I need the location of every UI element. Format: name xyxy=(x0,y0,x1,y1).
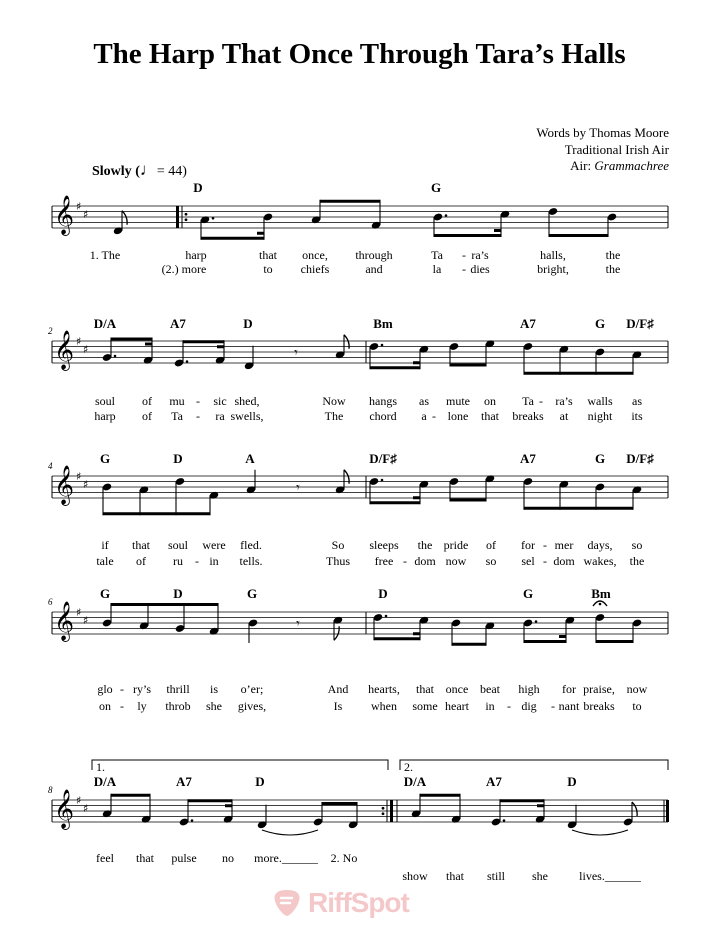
lyric-verse-1: so xyxy=(631,538,643,552)
lyric-verse-1: now xyxy=(626,682,648,696)
lyric-verse-1: mu xyxy=(169,394,185,408)
lyric-verse-2: dies xyxy=(470,262,490,276)
measure-number: 6 xyxy=(48,597,53,607)
lyric-verse-1: Ta xyxy=(431,248,443,262)
beam xyxy=(524,640,566,643)
lyric-verse-1: on xyxy=(484,394,496,408)
beam xyxy=(111,794,150,797)
lyric-verse-1: shed, xyxy=(234,394,260,408)
lyric-verse-1: 1. The xyxy=(89,248,121,262)
lyric-verse-1: ry’s xyxy=(133,682,151,696)
lyric-verse-2: gives, xyxy=(237,699,267,713)
partial-beam xyxy=(413,632,420,635)
lyric-verse-1: So xyxy=(331,538,345,552)
lyric-verse-2: the xyxy=(629,554,645,568)
chord-symbol: D/F♯ xyxy=(369,451,397,466)
beam xyxy=(103,512,210,515)
riffspot-logo xyxy=(272,887,409,919)
lyric-verse-1: days, xyxy=(587,538,613,552)
lyric-verse-2: The xyxy=(324,409,344,423)
lyric-verse-2: la xyxy=(432,262,442,276)
dot xyxy=(503,819,506,822)
chord-symbol: A7 xyxy=(170,316,186,331)
treble-clef-icon: 𝄞 xyxy=(54,601,75,641)
lyric-verse-2: when xyxy=(371,699,397,713)
lyric-verse-1: mute xyxy=(446,394,470,408)
dot xyxy=(381,344,384,347)
lyric-verse-1: - xyxy=(120,682,124,696)
staff-system-1 xyxy=(52,195,668,240)
lyric-verse-2: free xyxy=(374,554,394,568)
partial-beam xyxy=(559,635,566,638)
lyric-verse-2: in xyxy=(485,699,495,713)
lyric-verse-1: high xyxy=(518,682,540,696)
lyric-verse-2: of xyxy=(142,409,152,423)
lyric-verse-1: glo xyxy=(97,682,113,696)
sharp-c-icon: ♯ xyxy=(83,614,89,627)
lyric-verse-2: tale xyxy=(96,554,114,568)
chord-symbol: D/A xyxy=(93,316,117,331)
beam xyxy=(111,338,152,341)
brand-name: RiffSpot xyxy=(308,887,409,918)
beam xyxy=(370,501,420,504)
lyric-verse-2: - xyxy=(403,554,407,568)
repeat-dot xyxy=(382,812,385,815)
lyric-verse-2: to xyxy=(632,699,642,713)
chord-symbol: D/A xyxy=(403,774,427,789)
lyric-verse-1: sic xyxy=(213,394,227,408)
lyric-verse-2: now xyxy=(445,554,467,568)
lyric-verse-2: and xyxy=(365,262,383,276)
lyric-verse-2: lone xyxy=(447,409,469,423)
chord-symbol: A7 xyxy=(176,774,192,789)
lyric-verse-2: Thus xyxy=(326,554,350,568)
lyric-verse-2: throb xyxy=(165,699,191,713)
dot xyxy=(381,479,384,482)
lyric-verse-2: nant xyxy=(558,699,580,713)
beam xyxy=(524,372,633,375)
first-ending-label: 1. xyxy=(96,760,105,774)
second-ending-label: 2. xyxy=(404,760,413,774)
lyric-verse-2: harp xyxy=(94,409,116,423)
beam xyxy=(183,340,224,343)
eighth-rest-icon: 𝄾 xyxy=(294,345,298,361)
sharp-c-icon: ♯ xyxy=(83,478,89,491)
lyric-verse-2: bright, xyxy=(537,262,569,276)
lyric-verse-1: that xyxy=(132,538,150,552)
chord-symbol: D/F♯ xyxy=(626,316,654,331)
tempo-marking: Slowly (♩= 44) xyxy=(92,160,187,179)
lyric-verse-2: sel xyxy=(521,554,535,568)
chord-symbol: G xyxy=(594,316,606,331)
lyric-verse-2: chord xyxy=(369,409,397,423)
partial-beam xyxy=(225,804,232,807)
lyric-verse-1: through xyxy=(355,248,393,262)
lyric-verse-2: breaks xyxy=(583,699,615,713)
beam xyxy=(596,640,633,643)
lyric-verse-1: as xyxy=(419,394,429,408)
beam xyxy=(450,499,486,502)
partial-beam xyxy=(257,232,264,235)
lyricist-credit: Words by Thomas Moore xyxy=(536,125,669,140)
beam xyxy=(500,799,544,802)
repeat-dot xyxy=(185,213,188,216)
lyric-verse-2: swells, xyxy=(230,409,264,423)
repeat-thick-bar xyxy=(390,800,393,822)
beam xyxy=(452,643,486,646)
lyric-verse-1: hearts, xyxy=(368,682,400,696)
repeat-dot xyxy=(185,218,188,221)
slur xyxy=(262,830,318,835)
lyric-verse-1: no xyxy=(222,851,234,865)
lyric-verse-1: for xyxy=(562,682,576,696)
final-thick-barline xyxy=(666,800,669,822)
lyric-verse-1: thrill xyxy=(166,682,190,696)
chord-symbol: Bm xyxy=(591,586,611,601)
measure-number: 2 xyxy=(48,326,53,336)
beam xyxy=(549,234,608,237)
lyric-verse-1: of xyxy=(486,538,496,552)
lyric-verse-1: And xyxy=(327,682,349,696)
lyric-verse-1: sleeps xyxy=(369,538,399,552)
lyric-verse-1: fled. xyxy=(240,538,262,552)
lyric-verse-1: the xyxy=(417,538,433,552)
chord-symbol: G xyxy=(522,586,534,601)
lyric-verse-2: - xyxy=(195,554,199,568)
slur xyxy=(572,830,628,835)
lyric-verse-2: of xyxy=(136,554,146,568)
sharp-f-icon: ♯ xyxy=(76,335,82,348)
beam xyxy=(450,364,486,367)
lyric-verse-2: - xyxy=(120,699,124,713)
treble-clef-icon: 𝄞 xyxy=(54,789,75,829)
lyric-verse-2: on xyxy=(99,699,111,713)
lyric-verse-2: night xyxy=(587,409,613,423)
lyric-verse-2: tells. xyxy=(239,554,263,568)
chord-symbol: G xyxy=(99,586,111,601)
lyric-verse-1: - xyxy=(196,394,200,408)
lyric-verse-2: - xyxy=(196,409,200,423)
lyric-verse-1: halls, xyxy=(540,248,566,262)
dot xyxy=(535,620,538,623)
lyric-verse-1: of xyxy=(142,394,152,408)
lyric-verse-2: heart xyxy=(445,699,469,713)
lyric-verse-2: in xyxy=(209,554,219,568)
beam xyxy=(370,366,420,369)
chord-symbol: A7 xyxy=(520,316,536,331)
lyric-verse-2: ra xyxy=(215,409,225,423)
beam xyxy=(188,799,232,802)
dot xyxy=(445,214,448,217)
lyric-verse-1: beat xyxy=(480,682,500,696)
lyric-verse-2: to xyxy=(263,262,273,276)
beam xyxy=(374,637,420,640)
chord-symbol: G xyxy=(99,451,111,466)
beam xyxy=(111,603,218,606)
lyric-verse-1: pride xyxy=(443,538,469,552)
partial-beam xyxy=(413,496,420,499)
lyric-verse-1: - xyxy=(539,394,543,408)
quarter-note-icon: ♩ xyxy=(139,160,157,179)
lyric-verse-1: that xyxy=(259,248,277,262)
fermata-dot xyxy=(599,603,602,606)
lyric-verse-2: dom xyxy=(553,554,575,568)
lyric-verse-1: as xyxy=(632,394,642,408)
air-name: Grammachree xyxy=(594,158,669,173)
chord-symbol: D xyxy=(243,316,253,331)
dot xyxy=(385,615,388,618)
lyric-verse-2: show xyxy=(402,869,428,883)
lyric-verse-2: she xyxy=(532,869,548,883)
eighth-rest-icon: 𝄾 xyxy=(296,480,300,496)
beam xyxy=(320,200,380,203)
lyric-verse-1: mer xyxy=(554,538,574,552)
guitar-pick-icon xyxy=(272,888,302,918)
sharp-c-icon: ♯ xyxy=(83,208,89,221)
chord-symbol: D/A xyxy=(93,774,117,789)
lyric-verse-1: for xyxy=(521,538,535,552)
lyric-verse-1: is xyxy=(209,682,219,696)
lyric-verse-1: were xyxy=(202,538,226,552)
lyric-verse-1: that xyxy=(416,682,434,696)
lyric-verse-1: praise, xyxy=(583,682,615,696)
song-title: The Harp That Once Through Tara’s Halls xyxy=(93,38,626,70)
air-type-credit: Traditional Irish Air xyxy=(564,142,669,157)
lyric-verse-2: a xyxy=(421,409,427,423)
lyric-verse-2: some xyxy=(412,699,438,713)
partial-beam xyxy=(494,229,501,232)
partial-beam xyxy=(537,804,544,807)
lyric-verse-2: the xyxy=(605,262,621,276)
lyric-verse-2: breaks xyxy=(512,409,544,423)
lyric-verse-2: at xyxy=(559,409,569,423)
sharp-c-icon: ♯ xyxy=(83,802,89,815)
lyric-verse-1: walls xyxy=(587,394,613,408)
chord-symbol: D xyxy=(567,774,577,789)
repeat-dot xyxy=(382,807,385,810)
lyric-verse-1: soul xyxy=(167,538,189,552)
chord-symbol: G xyxy=(246,586,258,601)
sharp-f-icon: ♯ xyxy=(76,794,82,807)
staff-system-2 xyxy=(52,330,668,375)
lyric-verse-2: - xyxy=(462,262,466,276)
beam xyxy=(201,237,264,240)
dot xyxy=(191,819,194,822)
flag xyxy=(632,802,637,816)
lyric-verse-1: - xyxy=(543,538,547,552)
lyric-verse-1: once, xyxy=(302,248,328,262)
beam xyxy=(524,507,633,510)
lyric-verse-2: wakes, xyxy=(583,554,617,568)
lyric-verse-1: that xyxy=(136,851,154,865)
lyric-verse-1: feel xyxy=(96,851,114,865)
repeat-thick-bar xyxy=(176,206,179,228)
lyric-verse-1: Now xyxy=(322,394,346,408)
second-ending-bracket xyxy=(400,760,668,770)
chord-symbol: A7 xyxy=(486,774,502,789)
measure-number: 4 xyxy=(48,461,53,471)
partial-beam xyxy=(145,343,152,346)
lyric-verse-2: she xyxy=(206,699,222,713)
beam xyxy=(322,802,357,805)
sharp-f-icon: ♯ xyxy=(76,606,82,619)
tempo-value: = 44) xyxy=(156,164,187,179)
sharp-c-icon: ♯ xyxy=(83,343,89,356)
lyric-verse-1: soul xyxy=(94,394,116,408)
lyric-verse-2: still xyxy=(486,869,506,883)
dot xyxy=(186,360,189,363)
lyric-verse-2: so xyxy=(485,554,497,568)
lyric-verse-2: chiefs xyxy=(300,262,330,276)
lyric-verse-1: more.______ xyxy=(254,851,318,865)
dot xyxy=(114,355,117,358)
chord-symbol: D xyxy=(173,586,183,601)
tempo-label: Slowly xyxy=(92,164,132,179)
eighth-rest-icon: 𝄾 xyxy=(296,616,300,632)
chord-symbol: D/F♯ xyxy=(626,451,654,466)
lyric-verse-2: dig xyxy=(521,699,537,713)
sharp-f-icon: ♯ xyxy=(76,470,82,483)
lyric-verse-1: ra’s xyxy=(471,248,489,262)
chord-symbol: G xyxy=(430,180,442,195)
air-prefix: Air: xyxy=(570,158,595,173)
chord-symbol: D xyxy=(378,586,388,601)
chord-symbol: D xyxy=(173,451,183,466)
lyric-verse-1: - xyxy=(462,248,466,262)
lyric-verse-1: 2. No xyxy=(330,851,358,865)
lyric-verse-2: - xyxy=(507,699,511,713)
lyric-verse-1: o’er; xyxy=(240,682,264,696)
chord-symbol: A7 xyxy=(520,451,536,466)
lyric-verse-1: harp xyxy=(185,248,207,262)
chord-symbol: Bm xyxy=(373,316,393,331)
lyric-verse-1: Ta xyxy=(522,394,534,408)
lyric-verse-1: ra’s xyxy=(555,394,573,408)
chord-symbol: D xyxy=(193,180,203,195)
lyric-verse-2: - xyxy=(543,554,547,568)
lyric-verse-2: lives.______ xyxy=(579,869,641,883)
partial-beam xyxy=(413,361,420,364)
lyric-verse-2: ly xyxy=(137,699,147,713)
lyric-verse-1: pulse xyxy=(171,851,197,865)
beam xyxy=(420,794,460,797)
lyric-verse-1: if xyxy=(101,538,109,552)
lyric-verse-2: - xyxy=(432,409,436,423)
lyric-verse-2: dom xyxy=(414,554,436,568)
lyric-verse-2: that xyxy=(446,869,464,883)
measure-number: 8 xyxy=(48,785,53,795)
dot xyxy=(212,217,215,220)
lyric-verse-2: Ta xyxy=(171,409,183,423)
sharp-f-icon: ♯ xyxy=(76,200,82,213)
lyric-verse-1: hangs xyxy=(369,394,397,408)
lyric-verse-2: - xyxy=(551,699,555,713)
chord-symbol: G xyxy=(594,451,606,466)
partial-beam xyxy=(217,345,224,348)
treble-clef-icon: 𝄞 xyxy=(54,330,75,370)
lyric-verse-2: its xyxy=(631,409,643,423)
lyric-verse-2: Is xyxy=(333,699,343,713)
treble-clef-icon: 𝄞 xyxy=(54,195,75,235)
lyric-verse-2: that xyxy=(481,409,499,423)
treble-clef-icon: 𝄞 xyxy=(54,465,75,505)
first-ending-bracket xyxy=(92,760,388,770)
lyric-verse-1: once xyxy=(445,682,469,696)
chord-symbol: A xyxy=(245,451,255,466)
chord-symbol: D xyxy=(255,774,265,789)
beam xyxy=(434,234,501,237)
lyric-verse-2: (2.) more xyxy=(161,262,207,276)
lyric-verse-2: ru xyxy=(173,554,183,568)
lyric-verse-1: the xyxy=(605,248,621,262)
